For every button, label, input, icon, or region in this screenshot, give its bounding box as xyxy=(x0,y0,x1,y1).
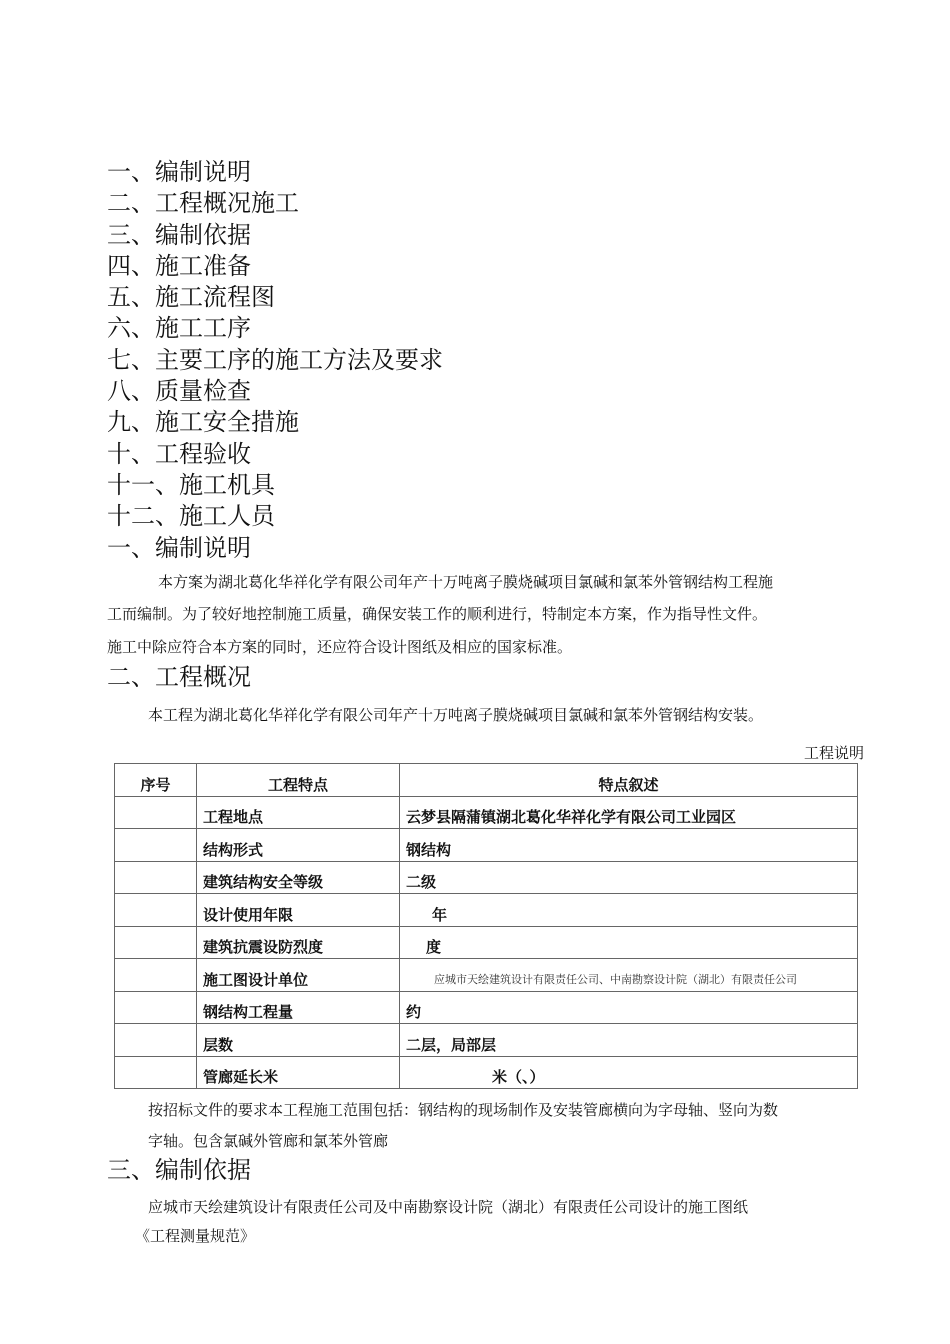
toc-item: 三、编制依据 xyxy=(107,220,251,249)
scope-line: 字轴。包含氯碱外管廊和氯苯外管廊 xyxy=(148,1132,389,1150)
cell-index xyxy=(115,1056,197,1089)
cell-index xyxy=(115,861,197,894)
table-caption: 工程说明 xyxy=(803,744,864,762)
header-index: 序号 xyxy=(115,764,197,797)
toc-item: 六、施工工序 xyxy=(107,314,251,343)
table-row xyxy=(115,991,858,1024)
table-row xyxy=(115,829,858,862)
cell-description: 度 xyxy=(400,926,858,959)
toc-item: 十、工程验收 xyxy=(107,439,251,468)
cell-feature: 钢结构工程量 xyxy=(197,991,400,1024)
cell-index xyxy=(115,959,197,992)
section-1-heading: 一、编制说明 xyxy=(107,534,251,562)
cell-index xyxy=(115,796,197,829)
project-spec-table xyxy=(114,763,858,1089)
cell-index xyxy=(115,1024,197,1057)
toc-item: 四、施工准备 xyxy=(107,251,251,280)
cell-index xyxy=(115,829,197,862)
cell-description: 二层，局部层 xyxy=(400,1024,858,1057)
header-description: 特点叙述 xyxy=(400,764,858,797)
cell-description: 米（、） xyxy=(400,1056,858,1089)
section-1-paragraph-line: 施工中除应符合本方案的同时，还应符合设计图纸及相应的国家标准。 xyxy=(107,638,573,656)
table-row xyxy=(115,926,858,959)
section-3-line: 《工程测量规范》 xyxy=(135,1227,256,1245)
section-3-heading: 三、编制依据 xyxy=(107,1156,251,1184)
toc-item: 十一、施工机具 xyxy=(107,470,275,499)
cell-description: 钢结构 xyxy=(400,829,858,862)
table-row xyxy=(115,1056,858,1089)
toc-item: 九、施工安全措施 xyxy=(107,408,299,437)
toc-item: 五、施工流程图 xyxy=(107,283,275,312)
cell-description: 应城市天绘建筑设计有限责任公司、中南勘察设计院（湖北）有限责任公司 xyxy=(400,959,858,992)
cell-index xyxy=(115,894,197,927)
cell-feature: 结构形式 xyxy=(197,829,400,862)
toc-item: 八、质量检查 xyxy=(107,377,251,406)
cell-description: 约 xyxy=(400,991,858,1024)
toc-item: 一、编制说明 xyxy=(107,158,251,186)
cell-description: 二级 xyxy=(400,861,858,894)
section-2-heading: 二、工程概况 xyxy=(107,663,251,691)
cell-feature: 建筑结构安全等级 xyxy=(197,861,400,894)
section-3-line: 应城市天绘建筑设计有限责任公司及中南勘察设计院（湖北）有限责任公司设计的施工图纸 xyxy=(148,1198,749,1216)
cell-description: 云梦县隔蒲镇湖北葛化华祥化学有限公司工业园区 xyxy=(400,796,858,829)
cell-feature: 施工图设计单位 xyxy=(197,959,400,992)
cell-feature: 工程地点 xyxy=(197,796,400,829)
cell-index xyxy=(115,991,197,1024)
toc-item: 十二、施工人员 xyxy=(107,502,275,531)
section-1-paragraph-line: 工而编制。为了较好地控制施工质量，确保安装工作的顺利进行，特制定本方案，作为指导性文件。 xyxy=(107,605,768,623)
table-of-contents xyxy=(107,157,443,533)
section-2-intro: 本工程为湖北葛化华祥化学有限公司年产十万吨离子膜烧碱项目氯碱和氯苯外管钢结构安装。 xyxy=(148,706,764,724)
cell-feature: 层数 xyxy=(197,1024,400,1057)
cell-feature: 建筑抗震设防烈度 xyxy=(197,926,400,959)
toc-item: 七、主要工序的施工方法及要求 xyxy=(107,345,443,374)
table-header-row xyxy=(115,764,858,797)
table-row xyxy=(115,894,858,927)
cell-feature: 设计使用年限 xyxy=(197,894,400,927)
cell-description: 年 xyxy=(400,894,858,927)
header-feature: 工程特点 xyxy=(197,764,400,797)
table-row xyxy=(115,861,858,894)
scope-line: 按招标文件的要求本工程施工范围包括：钢结构的现场制作及安装管廊横向为字母轴、竖向为数 xyxy=(148,1101,779,1119)
cell-feature: 管廊延长米 xyxy=(197,1056,400,1089)
table-row xyxy=(115,796,858,829)
table-row xyxy=(115,959,858,992)
table-row xyxy=(115,1024,858,1057)
toc-item: 二、工程概况施工 xyxy=(107,189,299,218)
section-1-paragraph-line: 本方案为湖北葛化华祥化学有限公司年产十万吨离子膜烧碱项目氯碱和氯苯外管钢结构工程施 xyxy=(158,573,774,591)
cell-index xyxy=(115,926,197,959)
